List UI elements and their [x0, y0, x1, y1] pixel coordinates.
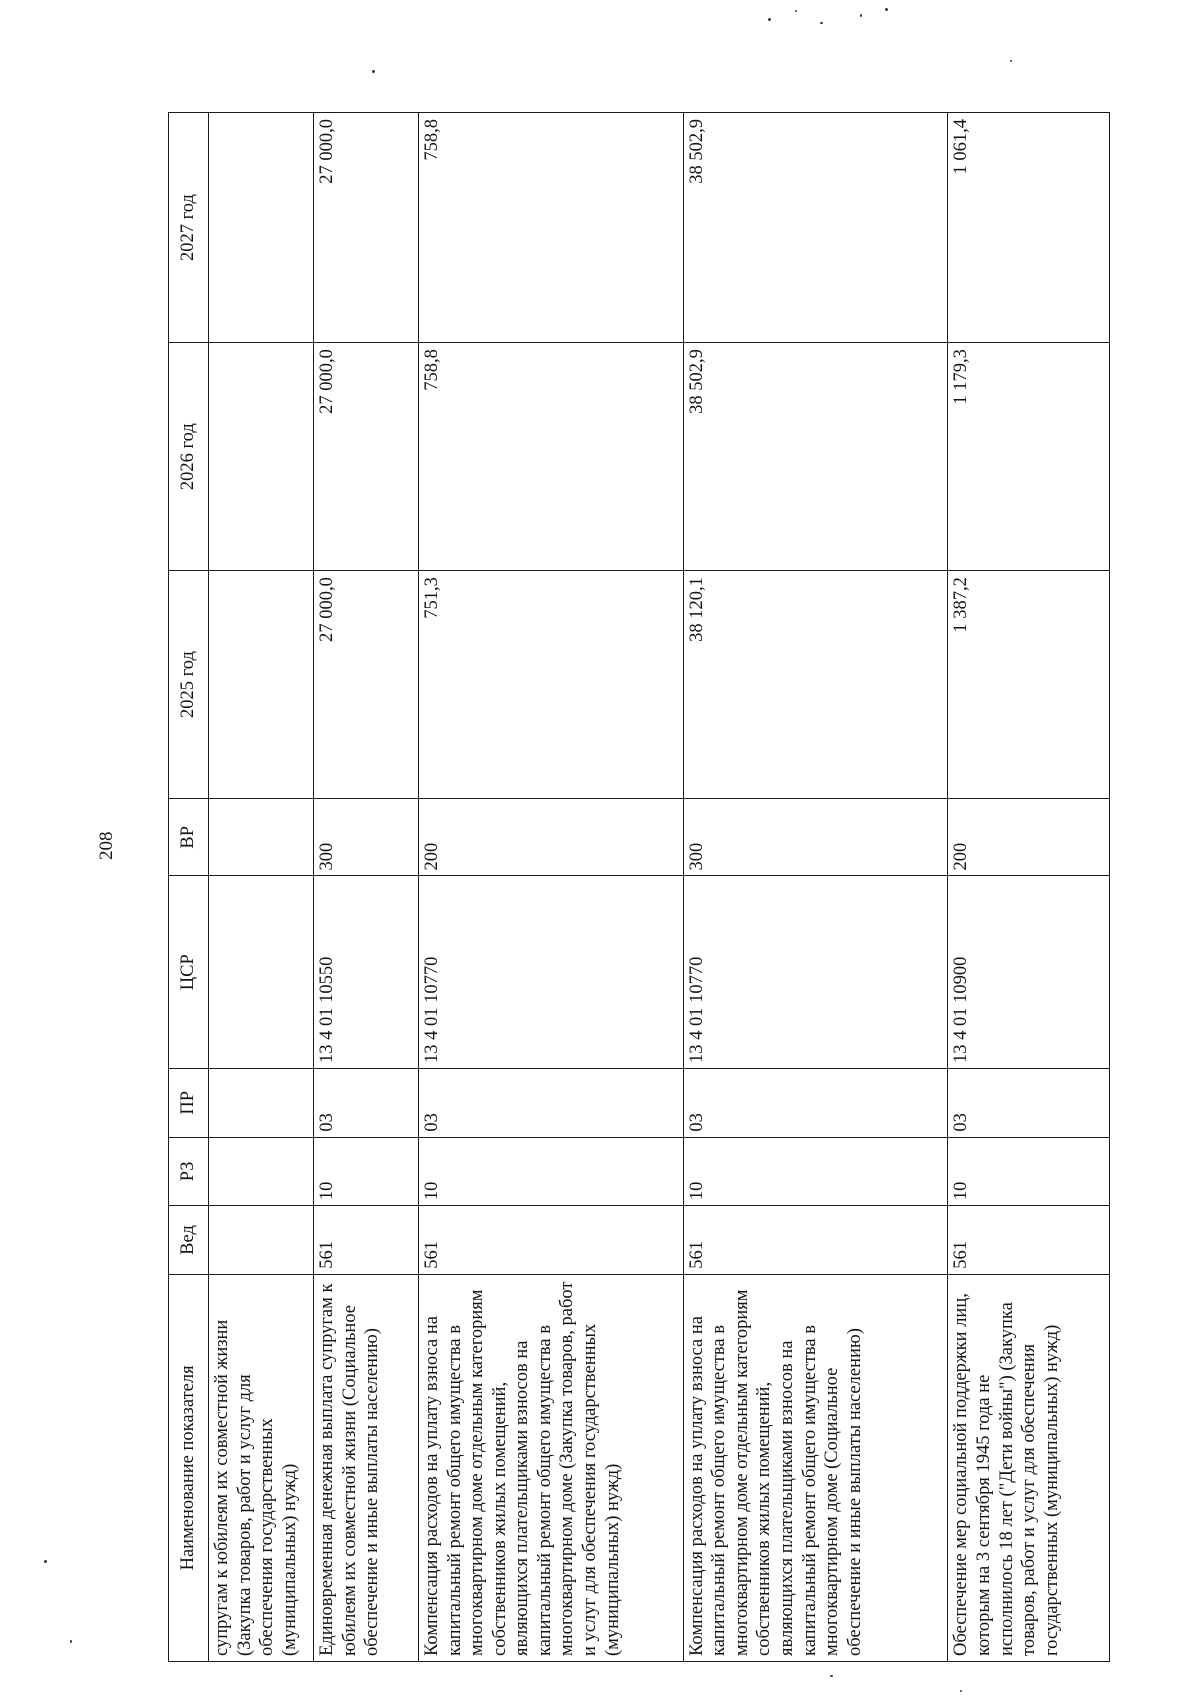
table-row — [314, 113, 419, 1662]
scan-speck — [70, 1640, 72, 1643]
table-row — [419, 113, 684, 1662]
row-name: супругам к юбилеям их совместной жизни (Закупка товаров, работ и услуг для обеспечения государственных (муниципальных) нужд) — [209, 1274, 314, 1661]
row-2025: 38 120,1 — [683, 571, 948, 799]
scan-speck — [960, 1690, 962, 1692]
scan-speck — [820, 22, 823, 24]
table-row — [948, 113, 1110, 1662]
budget-table-frame — [168, 112, 1110, 1662]
row-ved: 561 — [314, 1206, 419, 1275]
header-rz: РЗ — [169, 1137, 209, 1206]
scan-speck — [885, 8, 888, 11]
row-name: Компенсация расходов на уплату взноса на капитальный ремонт общего имущества в многоквартирном доме отдельным категориям собственников жилых помещений, являющихся плательщиками взносов на капитальный ремонт общего имущества в многоквартирном доме (Закупка товаров, работ и услуг для обеспечения государственных (муниципальных) нужд) — [419, 1274, 684, 1661]
table-row — [209, 113, 314, 1662]
header-2026: 2026 год — [169, 343, 209, 571]
scan-speck — [830, 1675, 833, 1677]
row-2025: 1 387,2 — [948, 571, 1110, 799]
scan-speck — [768, 18, 771, 21]
row-vr: 300 — [314, 799, 419, 876]
row-2027 — [209, 113, 314, 343]
row-pr: 03 — [948, 1068, 1110, 1137]
row-csr: 13 4 01 10770 — [419, 876, 684, 1069]
row-2026 — [209, 343, 314, 571]
row-2027: 758,8 — [419, 113, 684, 343]
row-rz — [209, 1137, 314, 1206]
row-pr: 03 — [314, 1068, 419, 1137]
row-rz: 10 — [419, 1137, 684, 1206]
row-ved: 561 — [948, 1206, 1110, 1275]
row-2025: 27 000,0 — [314, 571, 419, 799]
row-2026: 27 000,0 — [314, 343, 419, 571]
row-2025: 751,3 — [419, 571, 684, 799]
table-header-row — [169, 113, 209, 1662]
header-vr: ВР — [169, 799, 209, 876]
row-2026: 38 502,9 — [683, 343, 948, 571]
scan-speck — [372, 70, 375, 73]
scan-speck — [860, 14, 862, 17]
row-vr: 200 — [948, 799, 1110, 876]
scan-speck — [44, 1560, 47, 1563]
row-pr: 03 — [419, 1068, 684, 1137]
budget-table — [168, 112, 1110, 1662]
header-name: Наименование показателя — [169, 1274, 209, 1661]
header-ved: Вед — [169, 1206, 209, 1275]
row-csr: 13 4 01 10550 — [314, 876, 419, 1069]
row-pr: 03 — [683, 1068, 948, 1137]
row-csr: 13 4 01 10770 — [683, 876, 948, 1069]
row-2027: 1 061,4 — [948, 113, 1110, 343]
row-rz: 10 — [948, 1137, 1110, 1206]
row-ved — [209, 1206, 314, 1275]
row-rz: 10 — [683, 1137, 948, 1206]
row-name: Компенсация расходов на уплату взноса на капитальный ремонт общего имущества в многоквартирном доме отдельным категориям собственников жилых помещений, являющихся плательщиками взносов на капитальный ремонт общего имущества в многоквартирном доме (Социальное обеспечение и иные выплаты населению) — [683, 1274, 948, 1661]
row-2026: 1 179,3 — [948, 343, 1110, 571]
row-csr — [209, 876, 314, 1069]
row-pr — [209, 1068, 314, 1137]
header-2027: 2027 год — [169, 113, 209, 343]
row-ved: 561 — [419, 1206, 684, 1275]
row-csr: 13 4 01 10900 — [948, 876, 1110, 1069]
row-2025 — [209, 571, 314, 799]
row-ved: 561 — [683, 1206, 948, 1275]
row-2027: 38 502,9 — [683, 113, 948, 343]
row-2027: 27 000,0 — [314, 113, 419, 343]
page-number: 208 — [96, 831, 117, 860]
header-csr: ЦСР — [169, 876, 209, 1069]
row-vr — [209, 799, 314, 876]
scan-speck — [795, 10, 797, 12]
scan-speck — [1010, 60, 1012, 62]
row-name: Обеспечение мер социальной поддержки лиц, которым на 3 сентября 1945 года не исполнилось 18 лет ("Дети войны") (Закупка товаров, работ и услуг для обеспечения государственных (муниципальных) нужд) — [948, 1274, 1110, 1661]
row-vr: 200 — [419, 799, 684, 876]
row-2026: 758,8 — [419, 343, 684, 571]
row-vr: 300 — [683, 799, 948, 876]
row-rz: 10 — [314, 1137, 419, 1206]
table-row — [683, 113, 948, 1662]
row-name: Единовременная денежная выплата супругам к юбилеям их совместной жизни (Социальное обеспечение и иные выплаты населению) — [314, 1274, 419, 1661]
header-2025: 2025 год — [169, 571, 209, 799]
header-pr: ПР — [169, 1068, 209, 1137]
